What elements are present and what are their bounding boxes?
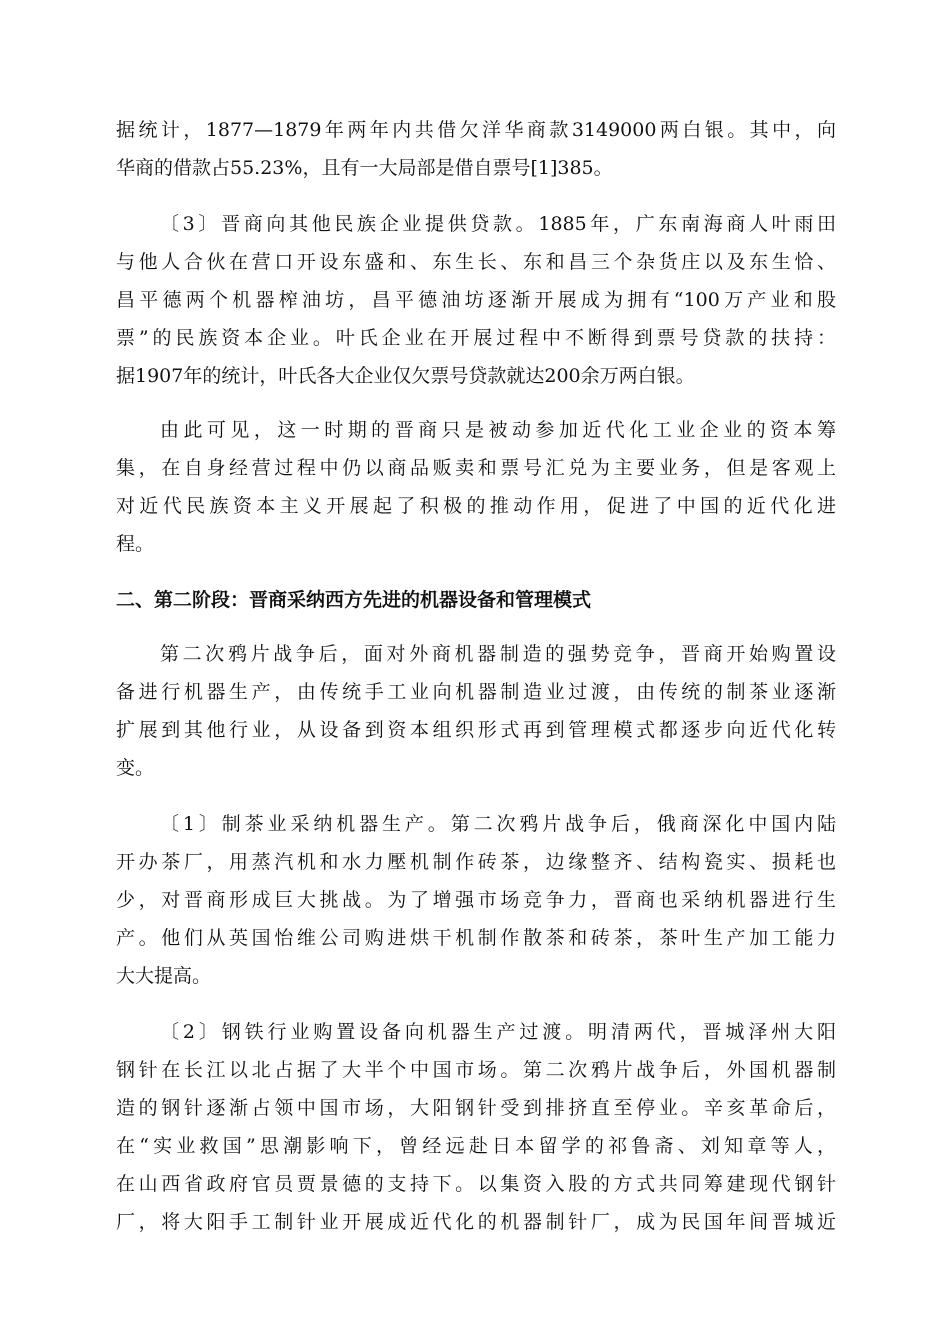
- text-line: 钢针在长江以北占据了大半个中国市场。第二次鸦片战争后，外国机器制: [116, 1059, 836, 1081]
- text-line: 集，在自身经营过程中仍以商品贩卖和票号汇兑为主要业务，但是客观上: [116, 457, 836, 479]
- text-line: 对近代民族资本主义开展起了积极的推动作用，促进了中国的近代化进: [116, 495, 836, 517]
- text-line: 〔3〕晋商向其他民族企业提供贷款。1885年，广东南海商人叶雨田: [160, 213, 836, 235]
- text-line: 开办茶厂，用蒸汽机和水力壓机制作砖茶，边缘整齐、结构瓷实、损耗也: [116, 851, 836, 873]
- text-line: 造的钢针逐渐占领中国市场，大阳钢针受到排挤直至停业。辛亥革命后，: [116, 1097, 836, 1119]
- text-line: 变。: [116, 757, 155, 779]
- text-line: 第二次鸦片战争后，面对外商机器制造的强势竞争，晋商开始购置设: [160, 643, 836, 665]
- text-line: 厂，将大阳手工制针业开展成近代化的机器制针厂，成为民国年间晋城近: [116, 1211, 836, 1233]
- text-line: 票”的民族资本企业。叶氏企业在开展过程中不断得到票号贷款的扶持：: [116, 327, 836, 349]
- text-line: 大大提高。: [116, 965, 212, 987]
- text-line: 在山西省政府官员贾景德的支持下。以集资入股的方式共同筹建现代钢针: [116, 1173, 836, 1195]
- text-line: 备进行机器生产，由传统手工业向机器制造业过渡，由传统的制茶业逐渐: [116, 681, 836, 703]
- text-line: 据统计，1877—1879年两年内共借欠洋华商款3149000两白银。其中，向: [116, 119, 836, 141]
- text-line: 昌平德两个机器榨油坊，昌平德油坊逐渐开展成为拥有“100万产业和股: [116, 289, 836, 311]
- text-line: 华商的借款占55.23%，且有一大局部是借自票号[1]385。: [116, 157, 613, 179]
- text-line: 〔1〕制茶业采纳机器生产。第二次鸦片战争后，俄商深化中国内陆: [160, 813, 836, 835]
- text-line: 据1907年的统计，叶氏各大企业仅欠票号贷款就达200余万两白银。: [116, 365, 695, 387]
- text-line: 扩展到其他行业，从设备到资本组织形式再到管理模式都逐步向近代化转: [116, 719, 836, 741]
- text-line: 产。他们从英国怡维公司购进烘干机制作散茶和砖茶，茶叶生产加工能力: [116, 927, 836, 949]
- text-line: 〔2〕钢铁行业购置设备向机器生产过渡。明清两代，晋城泽州大阳: [160, 1021, 836, 1043]
- section-heading: 二、第二阶段：晋商采纳西方先进的机器设备和管理模式: [116, 589, 592, 611]
- text-line: 在“实业救国”思潮影响下，曾经远赴日本留学的祁鲁斋、刘知章等人，: [116, 1135, 836, 1157]
- text-line: 由此可见，这一时期的晋商只是被动参加近代化工业企业的资本筹: [160, 419, 836, 441]
- text-line: 程。: [116, 533, 155, 555]
- text-line: 与他人合伙在营口开设东盛和、东生长、东和昌三个杂货庄以及东生恰、: [116, 251, 836, 273]
- text-line: 少，对晋商形成巨大挑战。为了增强市场竞争力，晋商也采纳机器进行生: [116, 889, 836, 911]
